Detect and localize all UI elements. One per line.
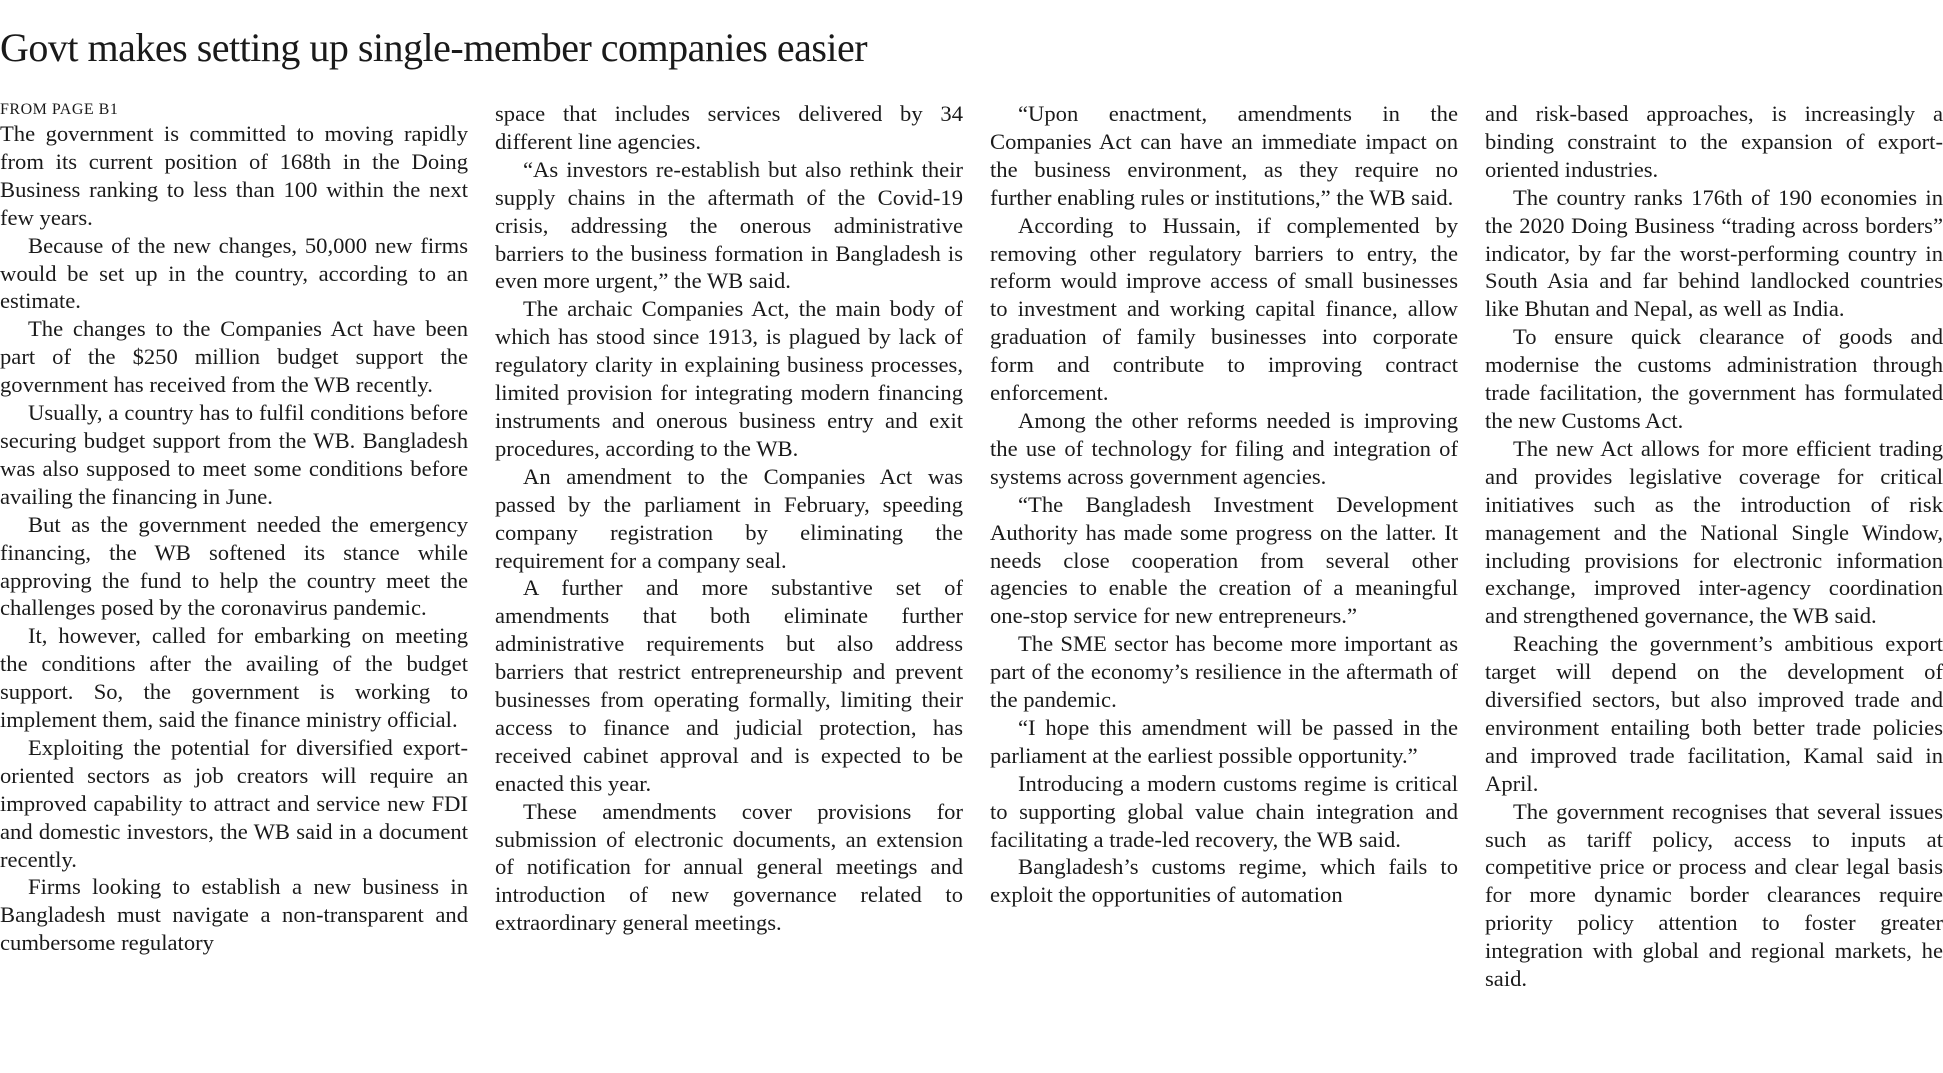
article-column-4 [1485, 100, 1943, 1070]
paragraph: According to Hussain, if complemented by removing other regulatory barriers to entry, the reform would improve access of small businesses to investment and working capital finance, allow graduation of family businesses into corporate form and contribute to improving contract enforcement. [990, 212, 1458, 406]
article-column-2 [495, 100, 963, 1070]
paragraph: The country ranks 176th of 190 economies in the 2020 Doing Business “trading across borders” indicator, by far the worst-performing country in South Asia and far behind landlocked countries like Bhutan and Nepal, as well as India. [1485, 184, 1943, 322]
paragraph: An amendment to the Companies Act was passed by the parliament in February, speeding company registration by eliminating the requirement for a company seal. [495, 463, 963, 573]
paragraph: Among the other reforms needed is improving the use of technology for filing and integration of systems across government agencies. [990, 407, 1458, 489]
headline: Govt makes setting up single-member companies easier [0, 25, 868, 70]
paragraph: space that includes services delivered by 34 different line agencies. [495, 101, 963, 154]
paragraph: “Upon enactment, amendments in the Companies Act can have an immediate impact on the business environment, as they require no further enabling rules or institutions,” the WB said. [990, 101, 1458, 210]
paragraph: It, however, called for embarking on meeting the conditions after the availing of the budget support. So, the government is working to implement them, said the finance ministry official. [0, 623, 468, 733]
paragraph: Bangladesh’s customs regime, which fails to exploit the opportunities of automation [990, 854, 1458, 908]
paragraph: “I hope this amendment will be passed in the parliament at the earliest possible opportunity.” [990, 714, 1458, 768]
article-column-1 [0, 100, 468, 1070]
paragraph: The SME sector has become more important as part of the economy’s resilience in the aftermath of the pandemic. [990, 631, 1458, 713]
paragraph: These amendments cover provisions for submission of electronic documents, an extension of notification for annual general meetings and introduction of new governance related to extraordinary general meetings. [495, 798, 963, 936]
paragraph: To ensure quick clearance of goods and modernise the customs administration through trade facilitation, the government has formulated the new Customs Act. [1485, 324, 1943, 433]
paragraph: A further and more substantive set of amendments that both eliminate further administrative requirements but also address barriers that restrict entrepreneurship and prevent businesses from operating formally, limiting their access to finance and judicial protection, has received cabinet approval and is expected to be enacted this year. [495, 575, 963, 796]
paragraph: Introducing a modern customs regime is critical to supporting global value chain integration and facilitating a trade-led recovery, the WB said. [990, 770, 1458, 852]
paragraph: Exploiting the potential for diversified export-oriented sectors as job creators will require an improved capability to attract and service new FDI and domestic investors, the WB said in a document recently. [0, 734, 468, 872]
paragraph: Firms looking to establish a new business in Bangladesh must navigate a non-transparent and cumbersome regulatory [0, 874, 468, 956]
article-column-3 [990, 100, 1458, 1070]
paragraph: The government is committed to moving rapidly from its current position of 168th in the Doing Business ranking to less than 100 within the next few years. [0, 121, 468, 230]
kicker: FROM PAGE B1 [0, 101, 119, 118]
paragraph: But as the government needed the emergency financing, the WB softened its stance while approving the fund to help the country meet the challenges posed by the coronavirus pandemic. [0, 511, 468, 621]
paragraph: Reaching the government’s ambitious export target will depend on the development of diversified sectors, but also improved trade and environment entailing both better trade policies and improved trade facilitation, Kamal said in April. [1485, 631, 1943, 796]
paragraph: The changes to the Companies Act have been part of the $250 million budget support the government has received from the WB recently. [0, 316, 468, 398]
paragraph: The archaic Companies Act, the main body of which has stood since 1913, is plagued by lack of regulatory clarity in explaining business processes, limited provision for integrating modern financing instruments and onerous business entry and exit procedures, according to the WB. [495, 296, 963, 461]
paragraph: Because of the new changes, 50,000 new firms would be set up in the country, according to an estimate. [0, 232, 468, 314]
paragraph: The new Act allows for more efficient trading and provides legislative coverage for critical initiatives such as the introduction of risk management and the National Single Window, including provisions for electronic information exchange, improved inter-agency coordination and strengthened governance, the WB said. [1485, 435, 1943, 629]
paragraph: The government recognises that several issues such as tariff policy, access to inputs at competitive price or process and clear legal basis for more dynamic border clearances require priority policy attention to foster greater integration with global and regional markets, he said. [1485, 798, 1943, 992]
paragraph: and risk-based approaches, is increasingly a binding constraint to the expansion of export-oriented industries. [1485, 101, 1943, 182]
paragraph: “The Bangladesh Investment Development Authority has made some progress on the latter. It needs close cooperation from several other agencies to enable the creation of a meaningful one-stop service for new entrepreneurs.” [990, 491, 1458, 629]
paragraph: Usually, a country has to fulfil conditions before securing budget support from the WB. Bangladesh was also supposed to meet some conditions before availing the financing in June. [0, 400, 468, 509]
paragraph: “As investors re-establish but also rethink their supply chains in the aftermath of the Covid-19 crisis, addressing the onerous administrative barriers to the business formation in Bangladesh is even more urgent,” the WB said. [495, 156, 963, 294]
